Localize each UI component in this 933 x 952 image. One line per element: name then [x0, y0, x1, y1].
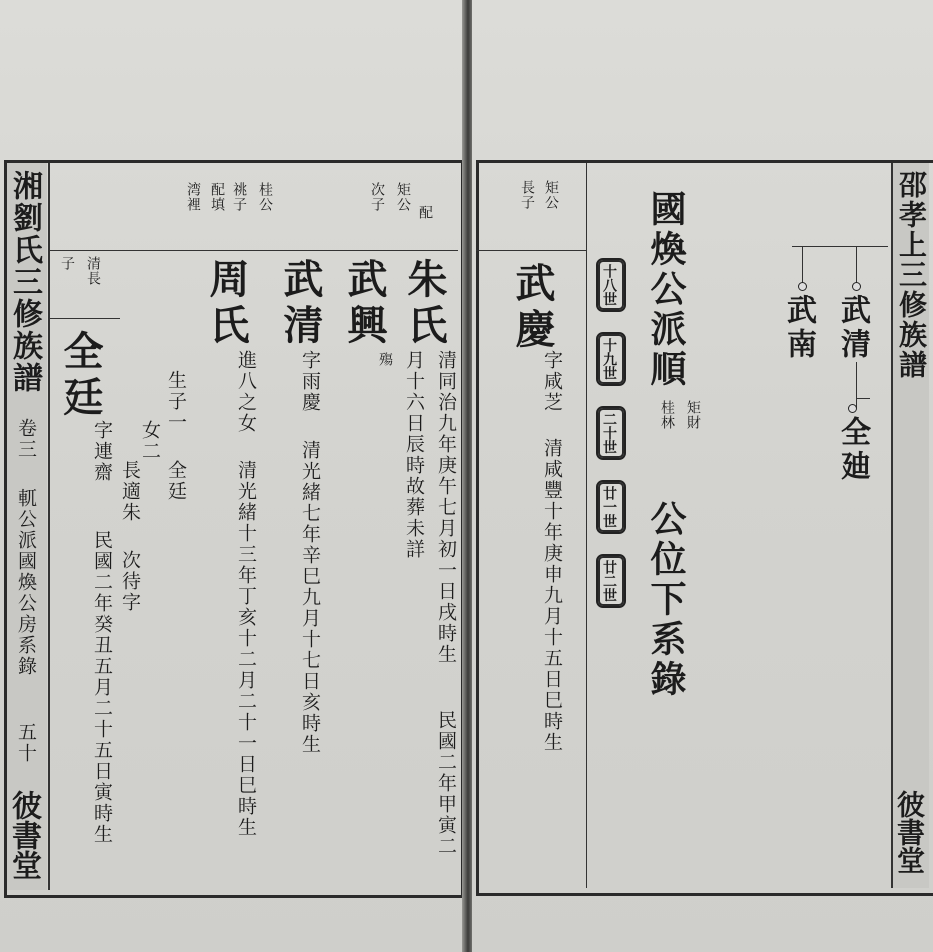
header-spouse: 配	[417, 205, 433, 220]
title-small-a: 矩財	[685, 400, 701, 430]
entry-zhu-line1: 清同治九年庚午七月初一日戌時生	[435, 350, 457, 665]
entry-name-wuqing2: 武慶	[509, 262, 556, 354]
entry-zhou-line1: 進八之女	[235, 350, 257, 434]
entry-name-wuxing: 武興	[341, 258, 388, 350]
entry-wuxing-note: 殤	[377, 352, 393, 367]
entry-name-zhou: 周氏	[203, 258, 250, 350]
header-spouse-fill: 配填	[209, 182, 225, 212]
entry-wuqing-line2: 清光緒七年辛巳九月十七日亥時生	[299, 440, 321, 755]
gen-18: 十八世	[596, 258, 626, 312]
entry-name-wuqing: 武清	[277, 258, 324, 350]
header-adopt-father: 桂公	[257, 182, 273, 212]
entry-zhou-line2: 清光緒十三年丁亥十二月二十一日巳時生	[235, 460, 257, 838]
left-page	[0, 0, 466, 952]
header-order: 次子	[369, 182, 385, 212]
entry-zhu-line3: 月十六日辰時故葬未詳	[403, 350, 425, 560]
right-header-b: 長子	[519, 180, 535, 210]
entry-zhou-d2: 次待字	[119, 550, 141, 613]
entry-zhou-daughters: 女二	[139, 420, 161, 462]
entry-zhu-line2: 民國二年甲寅二	[435, 710, 457, 857]
entry-zhou-children: 生子一	[165, 370, 187, 433]
hall-name: 彼書堂	[6, 790, 41, 880]
right-header-a: 矩公	[543, 180, 559, 210]
header-wan-li: 湾裡	[185, 182, 201, 212]
page-number: 五十	[15, 722, 37, 764]
right-page	[472, 0, 933, 952]
gen-20: 二十世	[596, 406, 626, 460]
header-father: 矩公	[395, 182, 411, 212]
entry-quanting-line2: 民國二年癸丑五月二十五日寅時生	[91, 530, 113, 845]
entry-quanting-line1: 字連齋	[91, 420, 113, 483]
entry-quanting-header-a: 清長	[85, 256, 101, 286]
entry-wuqing2-line1: 字咸芝	[541, 350, 563, 413]
tree-node-wunan: 武南	[781, 294, 816, 362]
title-end: 公位下系錄	[645, 500, 687, 700]
tree-node-quandi: 全廸	[835, 416, 870, 484]
entry-wuqing2-line2: 清咸豐十年庚申九月十五日巳時生	[541, 438, 563, 753]
entry-wuqing-line1: 字雨慶	[299, 350, 321, 413]
right-genealogy-title: 邵孝上三修族譜	[895, 170, 928, 380]
title-main: 國煥公派順	[645, 190, 687, 390]
section-label: 軏公派國煥公房系錄	[15, 488, 37, 677]
genealogy-title: 湘劉氏三修族譜	[7, 170, 42, 394]
entry-name-zhu: 朱氏	[401, 258, 448, 350]
gen-22: 廿二世	[596, 554, 626, 608]
gen-21: 廿一世	[596, 480, 626, 534]
right-hall-name: 彼書堂	[893, 790, 926, 874]
title-small-b: 桂林	[659, 400, 675, 430]
header-adopt: 祧子	[231, 182, 247, 212]
entry-zhou-d1: 長適朱	[119, 460, 141, 523]
entry-quanting-header-b: 子	[59, 256, 75, 271]
entry-zhou-son: 全廷	[165, 460, 187, 502]
gen-19: 十九世	[596, 332, 626, 386]
volume-label: 卷三	[15, 418, 37, 460]
tree-node-wuqing: 武清	[835, 294, 870, 362]
entry-name-quanting: 全廷	[57, 330, 104, 422]
